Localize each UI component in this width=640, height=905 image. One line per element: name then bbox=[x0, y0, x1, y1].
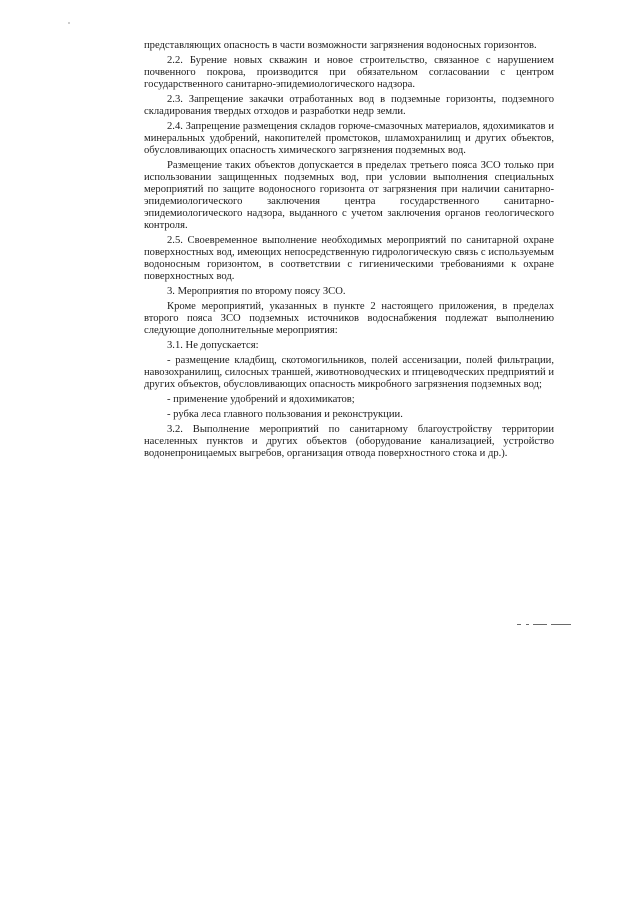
scan-artifact-mark bbox=[517, 623, 577, 627]
paragraph-3-intro: Кроме мероприятий, указанных в пункте 2 настоящего приложения, в пределах второго пояса ЗСО подземных источников водоснабжения подлежат выполнению следующие дополнительные мероприятия: bbox=[144, 301, 554, 336]
paragraph-2-3: 2.3. Запрещение закачки отработанных вод в подземные горизонты, подземного складирования твердых отходов и разработки недр земли. bbox=[144, 94, 554, 117]
paragraph-3-1: 3.1. Не допускается: bbox=[167, 340, 259, 351]
paragraph-2-2: 2.2. Бурение новых скважин и новое строительство, связанное с нарушением почвенного покрова, производится при обязательном согласовании с центром государственного санитарно-эпидемиологического надзора. bbox=[144, 55, 554, 90]
scan-speck bbox=[68, 22, 70, 24]
section-3-heading: 3. Мероприятия по второму поясу ЗСО. bbox=[167, 286, 346, 297]
list-item-cemeteries: - размещение кладбищ, скотомогильников, полей ассенизации, полей фильтрации, навозохранилищ, силосных траншей, животноводческих и птицеводческих предприятий и других объектов, обусловливающих опасность микробного загрязнения подземных вод; bbox=[144, 355, 554, 390]
paragraph-2-4-placement: Размещение таких объектов допускается в пределах третьего пояса ЗСО только при использовании защищенных подземных вод, при условии выполнения специальных мероприятий по защите водоносного горизонта от загрязнения при наличии санитарно-эпидемиологического заключения центра государственного санитарно-эпидемиологического надзора, выданного с учетом заключения органов геологического контроля. bbox=[144, 160, 554, 231]
paragraph-2-4: 2.4. Запрещение размещения складов горюче-смазочных материалов, ядохимикатов и минеральных удобрений, накопителей промстоков, шламохранилищ и других объектов, обусловливающих опасность химического загрязнения подземных вод. bbox=[144, 121, 554, 156]
paragraph-continuation: представляющих опасность в части возможности загрязнения водоносных горизонтов. bbox=[144, 40, 537, 51]
document-body bbox=[144, 40, 554, 463]
paragraph-2-5: 2.5. Своевременное выполнение необходимых мероприятий по санитарной охране поверхностных вод, имеющих непосредственную гидрологическую связь с используемым водоносным горизонтом, в соответствии с гигиеническими требованиями к охране поверхностных вод. bbox=[144, 235, 554, 282]
paragraph-3-2: 3.2. Выполнение мероприятий по санитарному благоустройству территории населенных пунктов и других объектов (оборудование канализацией, устройство водонепроницаемых выгребов, организация отвода поверхностного стока и др.). bbox=[144, 424, 554, 459]
list-item-fertilizers: - применение удобрений и ядохимикатов; bbox=[167, 394, 355, 405]
list-item-logging: - рубка леса главного пользования и реконструкции. bbox=[167, 409, 403, 420]
